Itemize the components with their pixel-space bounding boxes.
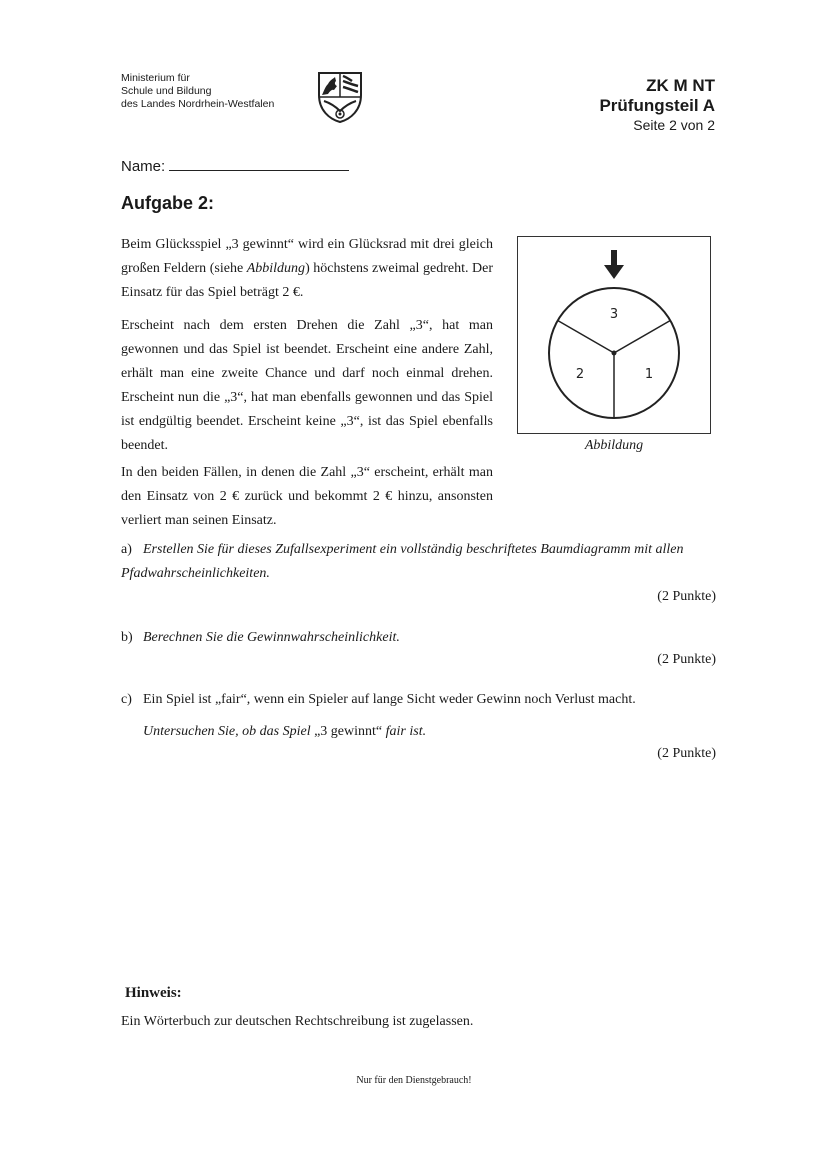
task-c-points: (2 Punkte) xyxy=(657,746,716,761)
task-c xyxy=(121,688,721,744)
wheel-hub xyxy=(612,351,617,356)
intro-paragraph-3: In den beiden Fällen, in denen die Zahl „3“ erscheint, erhält man den Einsatz von 2 € zurück und bekommt 2 € hinzu, ansonsten verliert man seinen Einsatz. xyxy=(121,465,493,528)
sector-label-2: 2 xyxy=(575,367,585,382)
task-b xyxy=(121,626,721,650)
intro-paragraph-1 xyxy=(121,233,493,305)
task-c-game-name: „3 gewinnt“ xyxy=(314,724,383,739)
ministry-line: Schule und Bildung xyxy=(121,85,212,97)
task-a xyxy=(121,538,721,586)
hint-text: Ein Wörterbuch zur deutschen Rechtschreibung ist zugelassen. xyxy=(121,1014,474,1029)
arrow-down-icon xyxy=(604,250,624,279)
figure-caption: Abbildung xyxy=(584,438,644,453)
intro-text: ) höchstens zweimal gedreht. Der Einsatz für das Spiel beträgt 2 €. xyxy=(121,261,494,300)
intro-paragraph-2: Erscheint nach dem ersten Drehen die Zahl „3“, hat man gewonnen und das Spiel ist beendet. Erscheint eine andere Zahl, erhält man eine zweite Chance und darf noch einmal drehen. Erscheint nun die „3“, hat man ebenfalls gewonnen und das Spiel ist endgültig beendet. Erscheint keine „3“, ist das Spiel ebenfalls beendet. xyxy=(121,318,493,453)
name-line xyxy=(169,156,349,171)
hint-title: Hinweis: xyxy=(125,985,182,1001)
exam-code: ZK M NT xyxy=(646,76,715,95)
task-a-text: Erstellen Sie für dieses Zufallsexperiment ein vollständig beschriftetes Baumdiagramm mit allen Pfadwahrscheinlichkeiten. xyxy=(121,542,684,581)
page-number: Seite 2 von 2 xyxy=(633,117,715,133)
sector-label-3: 3 xyxy=(609,307,619,322)
intro-emphasis: Abbildung xyxy=(246,261,306,276)
task-b-text: Berechnen Sie die Gewinnwahrscheinlichkeit. xyxy=(143,630,400,645)
wheel-figure xyxy=(517,236,711,434)
ministry-line: Ministerium für xyxy=(121,72,190,84)
intro-text: Beim Glücksspiel „3 gewinnt“ wird ein Glücksrad mit drei gleich großen Feldern (siehe xyxy=(121,237,493,276)
sector-label-1: 1 xyxy=(644,367,654,382)
ministry-line: des Landes Nordrhein-Westfalen xyxy=(121,98,275,110)
task-c-text: Ein Spiel ist „fair“, wenn ein Spieler auf lange Sicht weder Gewinn noch Verlust macht. xyxy=(143,692,636,707)
task-a-label: a) xyxy=(121,542,132,557)
task-c-instruction-end: fair ist. xyxy=(382,724,427,739)
name-label: Name: xyxy=(121,158,166,175)
task-b-points: (2 Punkte) xyxy=(657,652,716,667)
task-c-label: c) xyxy=(121,692,132,707)
task-c-instruction: Untersuchen Sie, ob das Spiel xyxy=(143,724,315,739)
task-a-points: (2 Punkte) xyxy=(657,589,716,604)
ministry-name xyxy=(121,72,274,111)
exam-part: Prüfungsteil A xyxy=(599,96,715,115)
nrw-crest-icon xyxy=(316,71,364,124)
task-b-label: b) xyxy=(121,630,133,645)
footer-note: Nur für den Dienstgebrauch! xyxy=(356,1075,472,1086)
task-title: Aufgabe 2: xyxy=(121,193,215,213)
exam-header xyxy=(599,76,715,134)
name-field xyxy=(121,156,349,175)
